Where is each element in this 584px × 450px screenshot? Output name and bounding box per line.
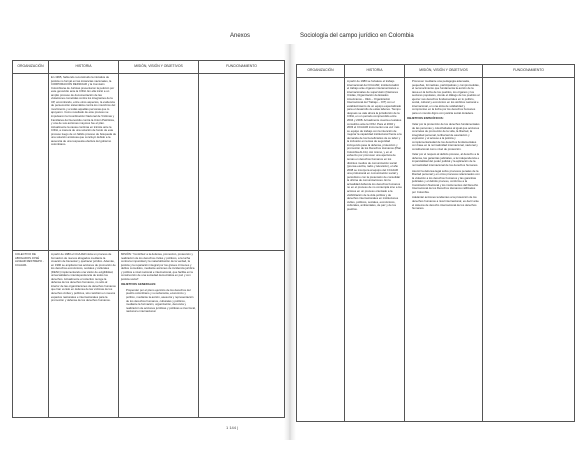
col-header-historia: HISTORIA <box>49 61 119 74</box>
funcionamiento-cell <box>483 78 575 422</box>
org-cell <box>13 74 49 251</box>
left-page <box>12 60 284 418</box>
table-row <box>13 74 285 251</box>
funcionamiento-cell <box>199 251 285 418</box>
objetivos-heading: OBJETIVOS GENERALES: <box>121 282 157 287</box>
historia-cell: A partir de 1980 se fortalece el trabajo internacional del CCAJAR, institucionalizó el trabajo ante órganos interamericanos e internacionales de supervisión (Naciones Unidas, Organización de Estados Americanos – OEA – Organización Internacional del Trabajo – OIT) con el establecimiento de un equipo especializado para el desarrollo de estas labores. Tiempo después se vale ahora la jurisdicción de la CIDH, en un periodo comprendido entre 2004 y 2008. Actualmente cuenta el estatus consultivo ante la ONU. Para el 2002 y 2003 el CCAJAR incrementó una vez más su equipo de trabajo con la intención de mejorar la capacidad institucional frente a la demanda de los beneficiarios de su labor y la inclusión en temas de seguridad incluyendo pese la defensa, protección y promoción de los Derechos Humanos (Plan Colombia ALCA). Así mismo, y en el esfuerzo por promover una apertura de temas en derechos humanos en los distintos medios de comunicación social (prensa escrita, radio y televisión), el año 2008 se incorpora al equipo del CCAJAR una profesional en comunicación social y periodismo con la pretensión de consolidar la oficina de comunicaciones. En la actualidad defiende los derechos humanos no en el proceso de no contempla sino a los actores en un proceso orientado a la visibilización de la vida política y de derechos internacionales en instituciones civiles, políticos, sociales, económicos, culturales, ambientales, de paz y de los pueblos. <box>345 78 405 422</box>
mision-cell <box>119 74 199 251</box>
col-header-organizacion: ORGANIZACIÓN <box>13 61 49 74</box>
list-item: • Adelantar acciones tendientes a la protección de los derechos humanos a nivel internacional, es decir ante el sistema de derecho internacional de los derechos humanos. <box>412 196 480 210</box>
list-item: • Promover mediante una pedagogía adecuada, pequeñas, formativas, participativas y comprometidas, el reconocimiento que fundamenta la acción de la tarea en la lucha de los pueblos, los órganos y los sectores populares, donde el diálogo de los pueblos al ejercer sus derechos fundamentales en lo político, social, cultural y económico en los ámbitos nacional e internacional, en una ética de solidaridad y compromiso en la lucha por los derechos humanos para un mundo digno con justicia social duradera. <box>412 80 480 115</box>
mision-cell <box>119 251 199 418</box>
col-header-mision: MISIÓN, VISIÓN Y OBJETIVOS <box>119 61 199 74</box>
right-table <box>296 64 575 422</box>
list-item: • Velar por el respeto al debido proceso, al derecho a la defensa, las garantías judiciales, a la independencia e imparcialidad del poder judicial y la aplicación de la normatividad internacional de los derechos humanos. <box>412 153 480 167</box>
funcionamiento-cell <box>199 74 285 251</box>
list-item: • Asumir la defensa legal sobre procesos penales de la libertad personal y en otros procesos relacionados con la violación a los derechos humanos y las garantías judiciales y el debido proceso, conforme a la Constitución Nacional y los instrumentos del Derecho Internacional de los Derechos Humanos ratificados por Colombia. <box>412 170 480 195</box>
book-gutter <box>284 44 296 440</box>
table-row <box>297 78 575 422</box>
objetivos-list <box>121 289 196 314</box>
historia-cell: A partir de 1980 el CCAJAR inicia un proceso de formación de nuevos abogados mediante la creación de bienestar y quehacer jurídico. Además, en 1990 se ampliaron las acciones de promoción de los derechos económicos, sociales y culturales (DESC) implementando una visión de exigibilidad, universalidad e interdependencia de todos los derechos. Actualmente el colectivo recoge la defensa de los derechos humanos, no sólo al interior de las organizaciones de derechos humanos que han venido en defensa de las víctimas de los derechos civiles y políticos, sino también en nuevos espacios nacionales e internacionales para la promoción y defensa de los derechos humanos. <box>49 251 119 418</box>
col-header-funcionamiento: FUNCIONAMIENTO <box>483 65 575 78</box>
list-item: • Velar por la protección de los derechos fundamentales de las personas y colectividades al igual que acciones concretas de promoción de la vida, la libertad, la integridad personal, la libertad de asociación y expresión y el acceso a la justicia y complementariedad de los derechos fundamentales con base en la normatividad internacional, nacional y constitucional como nivel de protección. <box>412 123 480 151</box>
page-number: 1 144 | <box>226 425 239 430</box>
mision-list <box>407 80 480 115</box>
objetivos-list <box>407 123 480 211</box>
objetivos-heading: OBJETIVOS ESPECÍFICOS: <box>407 116 444 121</box>
left-table <box>12 60 285 418</box>
org-cell: COLECTIVO DE ABOGADOS JOSÉ ALVEAR RESTREPO -CCAJAR- <box>13 251 49 418</box>
historia-cell: En 1995, habiendo reconstruido la iniciativa de justicia no formal en las instancias nacionales, la CORPORACIÓN REINICIAR y la Comisión Colombiana de Juristas presentaron la petición por este genocidio ante la CIDH. En ella inició a un amplio proceso de documentación de las violaciones cometidas contra los integrantes de la UP, encontrando, entre otros aspectos, la evidencia de persecución sistemática contra los miembros del movimiento y a todas aquellas personas que lo apoyaron. Como resultado de este proceso se impulsaron la Coordinación Nacional de Víctimas y Familiares del Genocidio contra la Unión Patriótica, y una de sus acciones mayores fue el plan. Actualmente la causa continúa en trámite ante la CIDH, a manera de una solución de fondo de este proceso luego de un fallido proceso de búsqueda de una solución amistosa que concluyó debido a la ausencia de una respuesta efectiva del gobierno colombiano. <box>49 74 119 251</box>
right-table-header-row <box>297 65 575 78</box>
right-page <box>296 64 574 422</box>
header-right: Sociología del campo jurídico en Colombia <box>300 33 414 39</box>
col-header-organizacion: ORGANIZACIÓN <box>297 65 345 78</box>
col-header-historia: HISTORIA <box>345 65 405 78</box>
col-header-mision: MISIÓN, VISIÓN Y OBJETIVOS <box>405 65 483 78</box>
mision-cell <box>405 78 483 422</box>
col-header-funcionamiento: FUNCIONAMIENTO <box>199 61 285 74</box>
left-table-header-row <box>13 61 285 74</box>
list-item: • Propender por el pleno ejercicio de los derechos del pueblo colombiano y su soberanía, económico y político, mediante la acción, asesoría y representación de los derechos humanos, culturales y políticos, mediante la formación, organización, denuncia y realización de acciones jurídicas y políticas a nivel local, nacional e internacional. <box>126 289 196 314</box>
org-cell <box>297 78 345 422</box>
mision-text: MISIÓN: "Contribuir a la defensa, promoción, protección y realización de los derechos civiles y políticos, a la lucha contra la impunidad y la materialización de la verdad, la justicia y la reparación integral por los graves crímenes y delitos cometidos, mediante acciones de incidencia jurídica y política a nivel nacional e internacional, que facilita en la construcción de una sociedad democrática en paz y con justicia social". <box>121 252 195 281</box>
table-row <box>13 251 285 418</box>
header-left: Anexos <box>230 33 251 39</box>
